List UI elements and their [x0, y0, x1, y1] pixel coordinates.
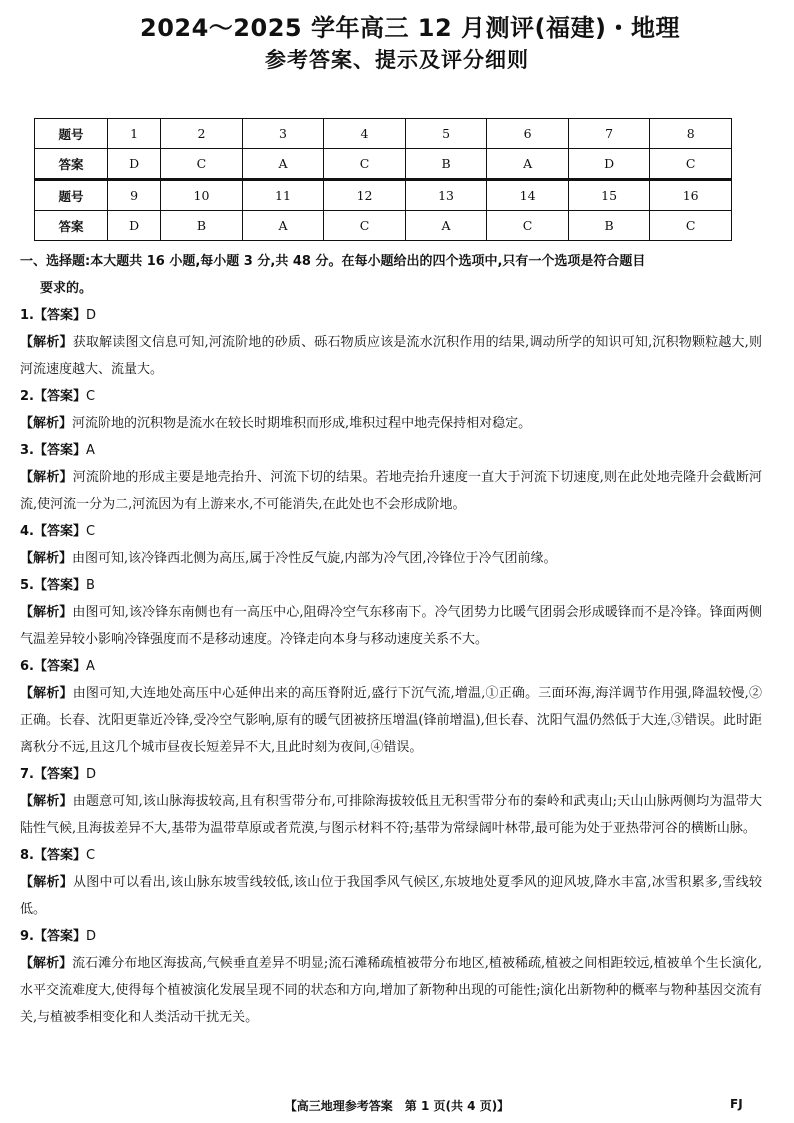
item-number: 9. [20, 929, 34, 944]
answer-tag: 【答案】 [33, 443, 86, 458]
page-footer: 【高三地理参考答案 第 1 页(共 4 页)】 [284, 1099, 510, 1113]
question-number-row [35, 180, 732, 211]
explanation [20, 599, 762, 653]
explanation-text: 由图可知,该冷锋西北侧为高压,属于冷性反气旋,内部为冷气团,冷锋位于冷气团前缘。 [72, 551, 557, 566]
answer-label: 答案 [35, 149, 108, 180]
explanation [20, 329, 762, 383]
answer-cell: A [487, 149, 569, 180]
explanation-tag: 【解析】 [20, 956, 73, 971]
section-heading-line: 一、选择题:本大题共 16 小题,每小题 3 分,共 48 分。在每小题给出的四个选项中,只有一个选项是符合题目 [20, 254, 646, 269]
question-number: 6 [487, 119, 569, 149]
explanation [20, 680, 762, 761]
answer-line [20, 437, 762, 464]
answer-row [35, 149, 732, 180]
explanation-tag: 【解析】 [20, 335, 73, 350]
answer-item [20, 302, 762, 383]
explanation-tag: 【解析】 [20, 875, 74, 890]
explanation-tag: 【解析】 [20, 470, 73, 485]
answer-item [20, 761, 762, 842]
explanation [20, 788, 762, 842]
answer-cell: C [161, 149, 243, 180]
answer-tag: 【答案】 [33, 308, 86, 323]
answer-value: A [86, 443, 95, 458]
item-number: 4. [20, 524, 34, 539]
question-number: 4 [324, 119, 406, 149]
question-number: 3 [242, 119, 324, 149]
answer-cell: C [487, 211, 569, 241]
answer-value: C [86, 524, 96, 539]
explanation-text: 流石滩分布地区海拔高,气候垂直差异不明显;流石滩稀疏植被带分布地区,植被稀疏,植被之间相距较远,植被单个生长演化,水平交流难度大,使得每个植被演化发展呈现不同的状态和方向,增加了新物种出现的可能性;演化出新物种的概率与物种基因交流有关,与植被季相变化和人类活动干扰无关。 [20, 956, 762, 1025]
explanation-text: 河流阶地的沉积物是流水在较长时期堆积而形成,堆积过程中地壳保持相对稳定。 [72, 416, 532, 431]
answer-explanations [20, 248, 762, 1031]
answer-cell: A [242, 211, 324, 241]
item-number: 7. [20, 767, 34, 782]
item-list [20, 302, 762, 1031]
question-number: 9 [108, 180, 161, 211]
answer-tag: 【答案】 [33, 659, 86, 674]
question-label: 题号 [35, 180, 108, 211]
question-number: 11 [242, 180, 324, 211]
explanation [20, 464, 762, 518]
question-number: 10 [161, 180, 243, 211]
item-number: 5. [20, 578, 34, 593]
answer-value: A [86, 659, 95, 674]
answer-item [20, 572, 762, 653]
section-heading [20, 248, 762, 302]
answer-line [20, 572, 762, 599]
item-number: 8. [20, 848, 34, 863]
answer-cell: D [108, 211, 161, 241]
question-number: 13 [405, 180, 487, 211]
answer-line [20, 761, 762, 788]
question-number-row [35, 119, 732, 149]
answer-cell: A [405, 211, 487, 241]
page-subtitle: 参考答案、提示及评分细则 [265, 48, 529, 72]
answer-line [20, 653, 762, 680]
answer-cell: B [568, 211, 650, 241]
answer-label: 答案 [35, 211, 108, 241]
explanation-text: 由图可知,该冷锋东南侧也有一高压中心,阻碍冷空气东移南下。冷气团势力比暖气团弱会形成暖锋而不是冷锋。锋面两侧气温差异较小影响冷锋强度而不是移动速度。冷锋走向本身与移动速度关系不大。 [20, 605, 762, 647]
explanation-text: 由题意可知,该山脉海拔较高,且有积雪带分布,可排除海拔较低且无积雪带分布的秦岭和武夷山;天山山脉两侧均为温带大陆性气候,且海拔差异不大,基带为温带草原或者荒漠,与图示材料不符;基带为常绿阔叶林带,最可能为处于亚热带河谷的横断山脉。 [20, 794, 762, 836]
answer-value: D [86, 767, 97, 782]
answer-tag: 【答案】 [33, 767, 86, 782]
answer-cell: A [242, 149, 324, 180]
answer-cell: C [324, 211, 406, 241]
answer-value: D [86, 308, 97, 323]
answer-item [20, 923, 762, 1031]
question-number: 2 [161, 119, 243, 149]
explanation-tag: 【解析】 [20, 794, 73, 809]
answer-tag: 【答案】 [33, 929, 86, 944]
answer-cell: D [108, 149, 161, 180]
explanation [20, 869, 762, 923]
explanation [20, 545, 762, 572]
answer-line [20, 923, 762, 950]
answer-item [20, 653, 762, 761]
explanation-tag: 【解析】 [20, 686, 73, 701]
answer-value: C [86, 389, 96, 404]
explanation-text: 由图可知,大连地处高压中心延伸出来的高压脊附近,盛行下沉气流,增温,①正确。三面环海,海洋调节作用强,降温较慢,②正确。长春、沈阳更靠近冷锋,受冷空气影响,原有的暖气团被挤压增温(锋前增温),但长春、沈阳气温仍然低于大连,③错误。此时距离秋分不远,且这几个城市昼夜长短差异不大,且此时刻为夜间,④错误。 [20, 686, 762, 755]
answer-item [20, 437, 762, 518]
question-number: 7 [568, 119, 650, 149]
item-number: 1. [20, 308, 34, 323]
answer-row [35, 211, 732, 241]
explanation-text: 获取解读图文信息可知,河流阶地的砂质、砾石物质应该是流水沉积作用的结果,调动所学的知识可知,沉积物颗粒越大,则河流速度越大、流量大。 [20, 335, 762, 377]
answer-tag: 【答案】 [33, 524, 86, 539]
answer-item [20, 383, 762, 437]
question-number: 14 [487, 180, 569, 211]
answer-line [20, 518, 762, 545]
answer-table [34, 118, 732, 241]
page-title: 2024～2025 学年高三 12 月测评(福建)・地理 [140, 14, 680, 42]
explanation [20, 950, 762, 1031]
answer-cell: C [324, 149, 406, 180]
answer-item [20, 518, 762, 572]
question-number: 8 [650, 119, 732, 149]
answer-cell: C [650, 149, 732, 180]
answer-cell: C [650, 211, 732, 241]
explanation-tag: 【解析】 [20, 416, 73, 431]
answer-cell: B [161, 211, 243, 241]
answer-item [20, 842, 762, 923]
question-number: 5 [405, 119, 487, 149]
item-number: 6. [20, 659, 34, 674]
item-number: 2. [20, 389, 34, 404]
answer-value: C [86, 848, 96, 863]
explanation-tag: 【解析】 [20, 551, 73, 566]
footer-code: FJ [730, 1097, 743, 1111]
question-number: 1 [108, 119, 161, 149]
question-number: 12 [324, 180, 406, 211]
answer-cell: D [568, 149, 650, 180]
answer-line [20, 383, 762, 410]
explanation-tag: 【解析】 [20, 605, 73, 620]
question-number: 15 [568, 180, 650, 211]
answer-tag: 【答案】 [33, 848, 86, 863]
section-heading-line: 要求的。 [40, 281, 93, 296]
answer-tag: 【答案】 [33, 578, 86, 593]
explanation-text: 河流阶地的形成主要是地壳抬升、河流下切的结果。若地壳抬升速度一直大于河流下切速度,则在此处地壳隆升会截断河流,使河流一分为二,河流因为有上游来水,不可能消失,在此处也不会形成阶地。 [20, 470, 762, 512]
answer-line [20, 842, 762, 869]
answer-tag: 【答案】 [33, 389, 86, 404]
explanation-text: 从图中可以看出,该山脉东坡雪线较低,该山位于我国季风气候区,东坡地处夏季风的迎风坡,降水丰富,冰雪积累多,雪线较低。 [20, 875, 762, 917]
item-number: 3. [20, 443, 34, 458]
answer-line [20, 302, 762, 329]
answer-cell: B [405, 149, 487, 180]
answer-value: B [86, 578, 95, 593]
question-number: 16 [650, 180, 732, 211]
explanation [20, 410, 762, 437]
question-label: 题号 [35, 119, 108, 149]
answer-value: D [86, 929, 97, 944]
